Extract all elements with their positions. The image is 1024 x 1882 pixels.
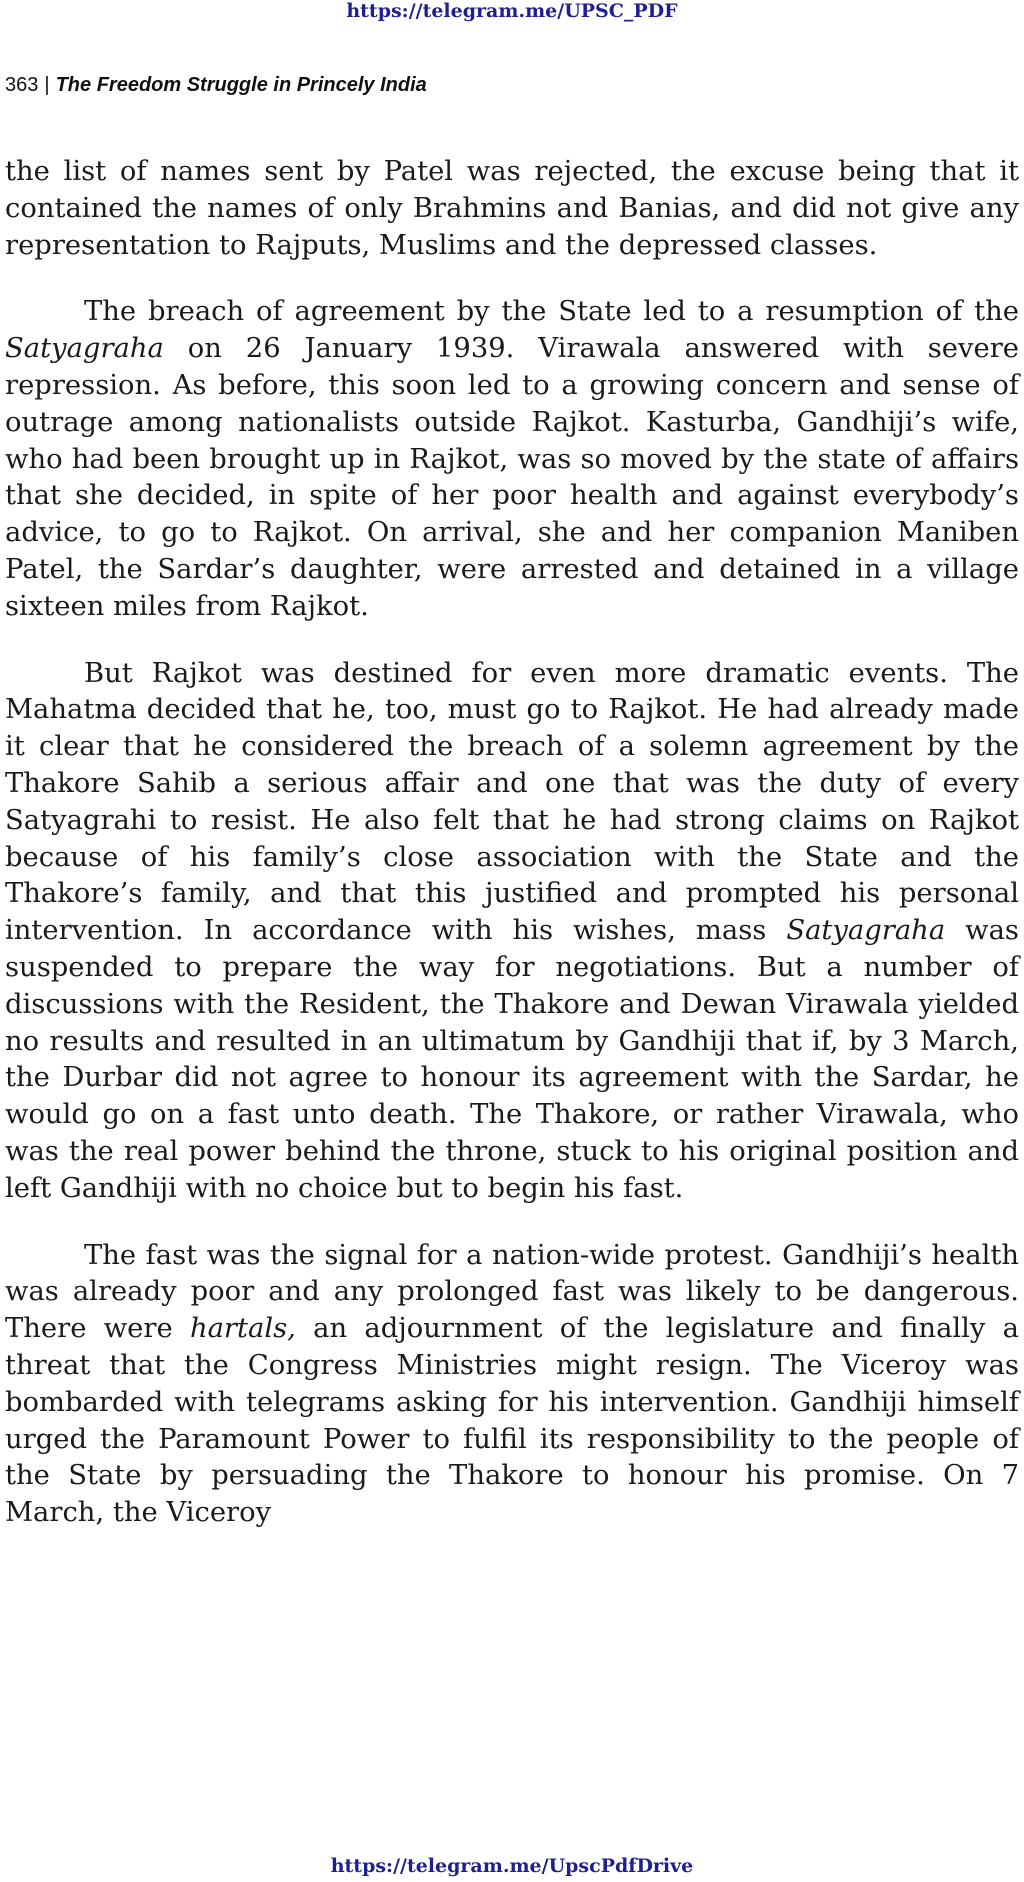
header-separator: | bbox=[44, 74, 50, 96]
page-number: 363 bbox=[5, 74, 39, 96]
paragraph-4-emphasis: hartals, bbox=[189, 1313, 296, 1345]
paragraph-2 bbox=[5, 294, 1019, 625]
footer-telegram-link[interactable]: https://telegram.me/UpscPdfDrive bbox=[330, 1855, 694, 1877]
paragraph-4-text-b: an adjournment of the legislature and finally a threat that the Congress Ministries might resign. The Viceroy was bombarded with telegrams asking for his intervention. Gandhiji himself urged the Paramount Power to fulfil its responsibility to the people of the State by persuading the Thakore to honour his promise. On 7 March, the Viceroy bbox=[5, 1313, 1020, 1529]
paragraph-3-emphasis: Satyagraha bbox=[786, 915, 946, 947]
page-body bbox=[5, 154, 1019, 1562]
paragraph-4-text-a: The fast was the signal for a nation-wide protest. Gandhiji’s health was already poor and any prolonged fast was likely to be dangerous. There were bbox=[5, 1239, 1019, 1345]
paragraph-2-text-a: The breach of agreement by the State led to a resumption of the bbox=[84, 296, 1019, 328]
paragraph-3-text-a: But Rajkot was destined for even more dramatic events. The Mahatma decided that he, too, must go to Rajkot. He had already made it clear that he considered the breach of a solemn agreement by the Thakore Sahib a serious affair and one that was the duty of every Satyagrahi to resist. He also felt that he had strong claims on Rajkot because of his family’s close association with the State and the Thakore’s family, and that this justified and prompted his personal intervention. In accordance with his wishes, mass bbox=[5, 657, 1019, 947]
header-telegram-link[interactable]: https://telegram.me/UPSC_PDF bbox=[346, 0, 678, 22]
paragraph-2-emphasis: Satyagraha bbox=[5, 333, 164, 365]
paragraph-2-text-b: on 26 January 1939. Virawala answered with severe repression. As before, this soon led to a growing concern and sense of outrage among nationalists outside Rajkot. Kasturba, Gandhiji’s wife, who had been brought up in Rajkot, was so moved by the state of affairs that she decided, in spite of her poor health and against everybody’s advice, to go to Rajkot. On arrival, she and her companion Maniben Patel, the Sardar’s daughter, were arrested and detained in a village sixteen miles from Rajkot. bbox=[5, 333, 1019, 622]
paragraph-4 bbox=[5, 1238, 1019, 1532]
paragraph-3 bbox=[5, 656, 1019, 1208]
paragraph-3-text-b: was suspended to prepare the way for negotiations. But a number of discussions with the Resident, the Thakore and Dewan Virawala yielded no results and resulted in an ultimatum by Gandhiji that if, by 3 March, the Durbar did not agree to honour its agreement with the Sardar, he would go on a fast unto death. The Thakore, or rather Virawala, who was the real power behind the throne, stuck to his original position and left Gandhiji with no choice but to begin his fast. bbox=[5, 915, 1019, 1204]
paragraph-1: the list of names sent by Patel was rejected, the excuse being that it contained the names of only Brahmins and Banias, and did not give any representation to Rajputs, Muslims and the depressed classes. bbox=[5, 156, 1019, 261]
running-head bbox=[5, 72, 427, 98]
book-title: The Freedom Struggle in Princely India bbox=[55, 74, 427, 96]
